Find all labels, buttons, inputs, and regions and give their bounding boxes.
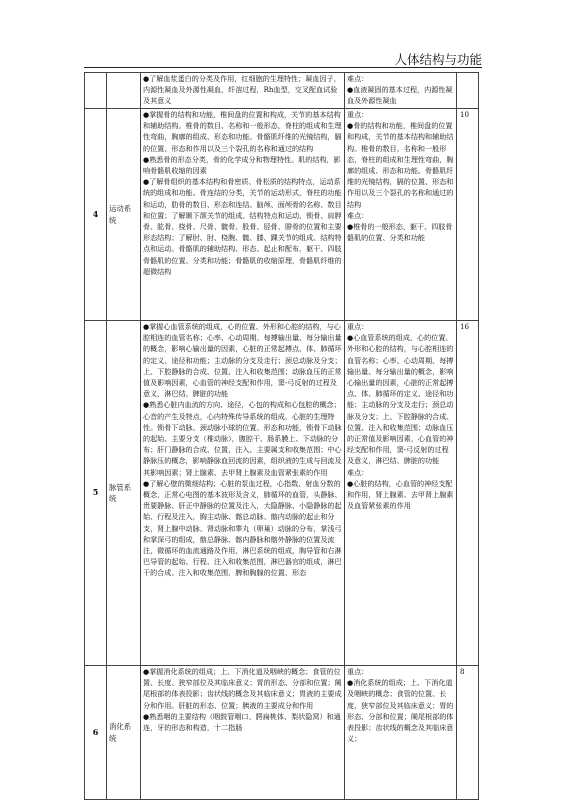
difficulty-paragraph: ●椎骨的一般形态，躯干、四肢骨骼肌的位置、分类和功能 bbox=[347, 222, 453, 243]
key-paragraph: ●消化系统的组成；上、下消化道及咽峡的概念；食管的位置、长度、狭窄部位及其临床意义；胃的形态、分部和位置；阑尾根部的体表投影；齿状线的概念及其临床意义； bbox=[347, 678, 454, 744]
key-points-cell bbox=[345, 666, 457, 800]
row-number: 6 bbox=[85, 666, 107, 800]
table-row bbox=[85, 109, 479, 321]
key-paragraph: ●骨的结构和功能，椎间盘的位置和构成，关节的基本结构和辅助结构。椎骨的数目、名称和一般形态，脊柱的组成和生理性弯曲，胸廓的组成、形态和功能。骨骼肌纤维的光镜结构，膈的位置、形态和作用以及三个裂孔的名称和通过的结构 bbox=[347, 121, 454, 209]
key-label: 重点： bbox=[347, 322, 369, 331]
row-number bbox=[85, 73, 107, 109]
key-points-cell bbox=[345, 321, 457, 666]
difficulty-label: 难点： bbox=[347, 210, 369, 220]
hours-cell: 8 bbox=[457, 666, 479, 800]
content-cell bbox=[141, 73, 345, 109]
key-points-cell bbox=[345, 73, 457, 109]
hours-cell: 10 bbox=[457, 109, 479, 321]
table-row bbox=[85, 666, 479, 800]
content-paragraph: ●掌握心血管系统的组成，心的位置、外形和心腔的结构，与心腔相连的血管名称；心率、心动周期、每搏输出量、每分输出量的概念，影响心输出量的因素，心脏的正常起搏点、体、肺循环的定义、途径和功能；主动脉的分支及走行；颈总动脉及分支；上、下腔静脉的合成、位置、注入和收集范围；动脉血压的正常值及影响因素，心血管的神经支配和作用，窦-弓反射的过程及意义，淋巴结、脾脏的功能 bbox=[143, 322, 342, 399]
row-number: 4 bbox=[85, 109, 107, 321]
page-header-title: 人体结构与功能 bbox=[394, 52, 482, 67]
content-cell bbox=[141, 321, 345, 666]
difficulty-paragraph: ●血液凝固的基本过程，内源性凝血及外源性凝血 bbox=[347, 85, 453, 106]
system-name bbox=[107, 73, 141, 109]
content-paragraph: ●了解心壁的微细结构；心脏的泵血过程，心指数、射血分数的概念，正常心电图的基本波形及含义，肺循环的血管，头静脉、贵要静脉、肝正中静脉的位置及注入，大隐静脉、小隐静脉的起始、行程及注入，胸主动脉、髂总动脉、髂内动脉的起止和分支，肾上腺中动脉、肾动脉和睾丸（卵巢）动脉的分布，掌浅弓和掌深弓的组成，髂总静脉、髂内静脉和髂外静脉的位置及流注，微循环的血流通路及作用，淋巴系统的组成，胸导管和右淋巴导管的起始、行程、注入和收集范围，淋巴器官的组成，淋巴干的合成、注入和收集范围，脾和胸腺的位置、形态 bbox=[143, 478, 342, 578]
syllabus-table bbox=[84, 72, 479, 800]
key-paragraph: ●心血管系统的组成，心的位置、外形和心腔的结构，与心腔相连的血管名称；心率、心动周期、每搏输出量、每分输出量的概念，影响心输出量的因素，心脏的正常起搏点、体、肺循环的定义、途径和功能；主动脉的分支及走行；颈总动脉及分支；上、下腔静脉的合成、位置、注入和收集范围；动脉血压的正常值及影响因素，心血管的神经支配和作用，窦-弓反射的过程及意义，淋巴结、脾脏的功能 bbox=[347, 333, 454, 466]
difficulty-paragraph: ●心脏的结构，心血管的神经支配和作用，肾上腺素、去甲肾上腺素及血管紧张素的作用 bbox=[347, 478, 454, 511]
system-name: 运动系统 bbox=[107, 109, 141, 321]
hours-cell: 16 bbox=[457, 321, 479, 666]
system-name: 消化系统 bbox=[107, 666, 141, 800]
content-paragraph: ●熟悉心脏内血流的方向、途径，心包的构成和心包腔的概念；心音的产生及特点，心内特殊传导系统的组成，心脏的生理特性。锁骨下动脉、颈动脉小球的位置、形态和功能，锁骨下动脉的起始、主要分支（椎动脉），腹腔干、肠系膜上、下动脉的分布；肝门静脉的合成、位置、注入、主要属支和收集范围；中心静脉压的概念，影响静脉血回流的因素，组织液的生成与回流及其影响因素；肾上腺素、去甲肾上腺素及血管紧张素的作用 bbox=[143, 400, 342, 477]
table-row bbox=[85, 73, 479, 109]
system-name: 脉管系统 bbox=[107, 321, 141, 666]
content-paragraph: ●掌握骨的结构和功能，椎间盘的位置和构成，关节的基本结构和辅助结构。椎骨的数目、名称和一般形态，脊柱的组成和生理性弯曲，胸廓的组成、形态和功能。骨骼肌纤维的光镜结构，膈的位置、形态和作用以及三个裂孔的名称和通过的结构 bbox=[143, 110, 342, 153]
content-cell bbox=[141, 666, 345, 800]
key-label: 重点： bbox=[347, 667, 369, 676]
content-cell bbox=[141, 109, 345, 321]
key-label: 重点： bbox=[347, 110, 369, 119]
content-paragraph: ●了解骨组织的基本结构和骨密质、骨松质的结构特点，运动系统的组成和功能。骨连结的分类，关节的运动形式，脊柱的功能和运动，肋骨的数目、形态和连结。脑颅、面颅骨的名称、数目和位置；了解颞下颌关节的组成、结构特点和运动、锁骨、肩胛骨、肱骨、桡骨、尺骨、髋骨、股骨、胫骨、腓骨的位置和主要形态结构；了解肘、肘、桡腕、髋、膝、踝关节的组成、结构特点和运动。骨骼肌的辅助结构、形态、起止和配布，躯干、四肢骨骼肌的位置、分类和功能；骨骼肌的收缩原理，骨骼肌纤维的超微结构 bbox=[143, 177, 342, 276]
content-paragraph: ●熟悉骨的形态分类，骨的化学成分和物理特性。肌的结构，影响骨骼肌收缩的因素 bbox=[143, 154, 341, 176]
content-paragraph: ●熟悉咽的主要结构（咽鼓管咽口、腭扁桃体、梨状隐窝）和通连，牙的形态和构造，十二指肠 bbox=[143, 711, 341, 733]
key-points-cell bbox=[345, 109, 457, 321]
content-paragraph: ●掌握消化系统的组成；上、下消化道及咽峡的概念；食管的位置、长度、狭窄部位及其临床意义；胃的形态、分部和位置；阑尾根部的体表投影；齿状线的概念及其临床意义；胃液的主要成分和作用。肝脏的形态、位置；胰液的主要成分和作用 bbox=[143, 667, 342, 710]
table-row bbox=[85, 321, 479, 666]
row-number: 5 bbox=[85, 321, 107, 666]
difficulty-label: 难点： bbox=[347, 74, 369, 83]
hours-cell bbox=[457, 73, 479, 109]
content-paragraph: ●了解血浆蛋白的分类及作用，红细胞的生理特性；凝血因子，内源性凝血及外源性凝血，纤溶过程，Rh血型，交叉配血试验及其意义 bbox=[143, 74, 341, 106]
header-rule bbox=[84, 67, 482, 68]
difficulty-label: 难点： bbox=[347, 467, 369, 477]
